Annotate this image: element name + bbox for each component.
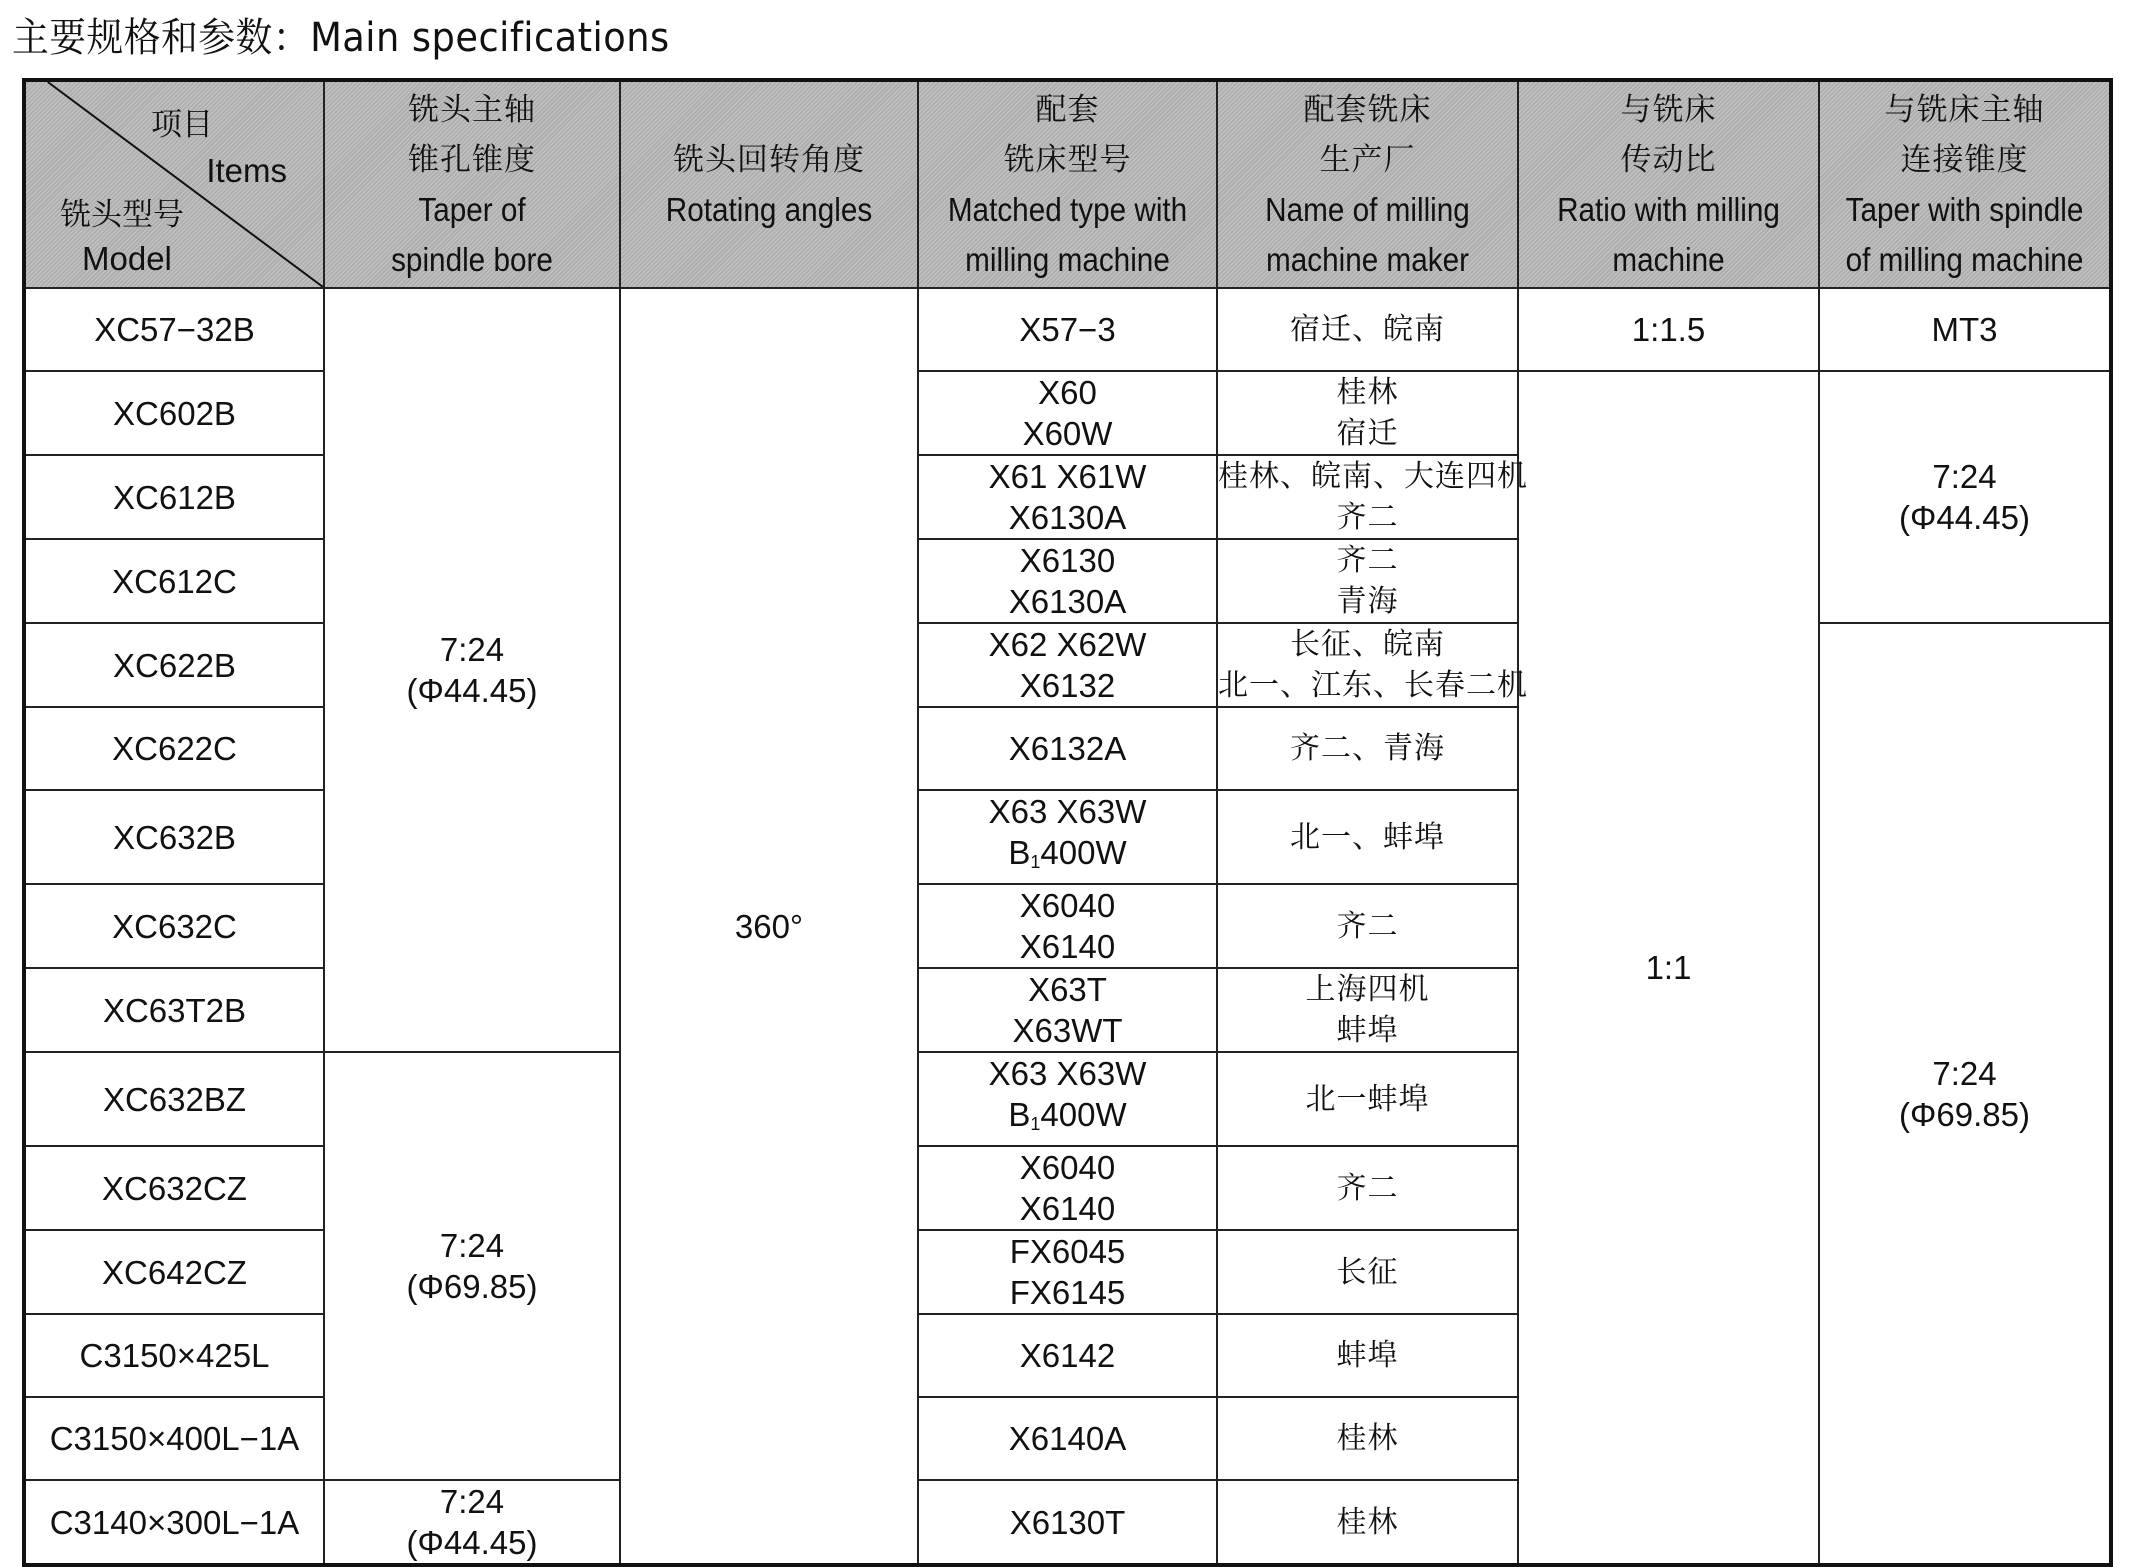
matched-type-cell [918,1480,1217,1565]
taper-value: (Φ44.45) [406,672,538,709]
model-cell: XC612C [24,539,324,623]
header-model-en: Model [82,240,172,277]
matched-type-value: X6142 [1019,1337,1116,1374]
taper-value: 7:24 [439,631,505,668]
matched-type-value: X6140 [1019,1190,1116,1227]
header-text: Ratio with milling [1557,190,1780,228]
spindle-bore-taper-cell [324,288,620,1052]
header-text: 锥孔锥度 [408,141,536,178]
maker-value: 齐二 [1336,908,1399,944]
table-row [24,288,2111,371]
header-text: Rotating angles [665,190,873,228]
matched-type-value: FX6045 [1009,1233,1126,1270]
spindle-taper-cell [1819,623,2111,1565]
matched-type-cell [918,1052,1217,1146]
matched-type-value: X63WT [1012,1012,1123,1049]
matched-type-cell [918,288,1217,371]
maker-cell [1217,455,1528,539]
maker-cell [1217,1480,1518,1565]
header-text: machine maker [1265,240,1470,278]
model-cell: XC602B [24,371,324,455]
model-cell: XC632CZ [24,1146,324,1230]
maker-value: 上海四机 [1305,972,1430,1007]
model-cell: XC612B [24,455,324,539]
maker-value: 齐二、青海 [1290,731,1445,766]
header-items-cn: 项目 [151,107,213,143]
header-spindle-bore [324,80,620,288]
maker-cell [1217,1052,1518,1146]
header-text: 铣头回转角度 [673,141,865,178]
maker-cell [1217,539,1518,623]
matched-type-value: X6040 [1019,1149,1116,1186]
model-cell: XC622B [24,623,324,707]
maker-value: 桂林、皖南、大连四机 [1218,459,1528,494]
taper-value: 7:24 [439,1227,505,1264]
spindle-taper-cell [1819,371,2111,623]
matched-type-cell [918,1397,1217,1480]
matched-type-value: $B_1400W$ [1008,834,1127,872]
matched-type-value: X57−3 [1019,311,1116,348]
header-text: Taper of [418,190,526,228]
taper-value: (Φ44.45) [1899,499,2030,536]
header-text: 与铣床 [1620,91,1717,128]
matched-type-cell [918,790,1217,884]
matched-type-cell [918,1314,1217,1397]
maker-value: 宿迁、皖南 [1290,312,1445,347]
maker-cell [1217,1314,1518,1397]
maker-value: 北一、江东、长春二机 [1218,668,1528,703]
taper-value: MT3 [1931,311,1998,348]
maker-value: 齐二 [1336,1170,1399,1206]
model-cell: C3140×300L−1A [24,1480,324,1565]
header-corner-cell [24,80,324,288]
page-title: 主要规格和参数：Main specifications [12,15,670,61]
taper-value: 7:24 [439,1483,505,1520]
header-text: Name of milling [1265,190,1470,228]
matched-type-value: X6140A [1008,1420,1127,1457]
maker-value: 北一蚌埠 [1305,1081,1430,1117]
header-text: Taper with spindle [1845,190,2084,228]
matched-type-cell [918,371,1217,455]
maker-value: 北一、蚌埠 [1290,819,1445,855]
maker-value: 齐二 [1336,543,1399,578]
model-cell: C3150×425L [24,1314,324,1397]
matched-type-value: X6130A [1008,499,1127,536]
taper-value: (Φ69.85) [406,1268,538,1305]
taper-value: 7:24 [1932,1054,1997,1092]
model-cell: XC632BZ [24,1052,324,1146]
matched-type-value: X60W [1022,415,1113,452]
model-cell: XC57−32B [24,288,324,371]
model-cell: XC63T2B [24,968,324,1052]
matched-type-cell [918,623,1217,707]
spindle-bore-taper-cell [324,1052,620,1480]
header-row [24,80,2111,288]
maker-cell [1217,1146,1518,1230]
header-text: 配套铣床 [1303,91,1432,128]
maker-value: 桂林 [1336,375,1399,410]
maker-value: 长征 [1336,1254,1399,1290]
matched-type-value: X6040 [1019,887,1116,924]
header-text: 铣头主轴 [408,91,536,128]
matched-type-value: $B_1400W$ [1008,1096,1127,1134]
maker-value: 青海 [1336,584,1399,619]
model-cell: XC642CZ [24,1230,324,1314]
matched-type-cell [918,884,1217,968]
header-model-cn: 铣头型号 [60,197,184,233]
matched-type-value: X6130T [1009,1503,1126,1541]
header-text: 配套 [1035,91,1100,128]
maker-value: 长征、皖南 [1290,627,1445,662]
maker-cell [1217,1397,1518,1480]
header-text: machine [1612,240,1725,278]
maker-value: 桂林 [1336,1504,1399,1540]
taper-value: (Φ44.45) [406,1524,538,1561]
matched-type-cell [918,707,1217,790]
header-matched-type [918,80,1217,288]
header-text: of milling machine [1845,240,2084,278]
model-cell: XC632B [24,790,324,884]
model-cell: XC632C [24,884,324,968]
header-text: 与铣床主轴 [1884,91,2045,128]
matched-type-value: X6130 [1019,542,1116,579]
header-text: Matched type with [947,190,1188,228]
model-cell: XC622C [24,707,324,790]
maker-cell [1217,968,1518,1052]
matched-type-value: X6130A [1008,583,1127,620]
header-text: 传动比 [1620,141,1717,178]
header-text: 生产厂 [1319,141,1416,178]
maker-cell [1217,371,1518,455]
header-spindle-taper [1819,80,2111,288]
matched-type-cell [918,1146,1217,1230]
maker-cell [1217,623,1528,707]
matched-type-value: X62 X62W [988,626,1147,663]
header-text: 连接锥度 [1900,141,2029,178]
maker-value: 蚌埠 [1336,1338,1399,1373]
header-text: milling machine [965,240,1170,278]
maker-value: 蚌埠 [1336,1013,1399,1048]
maker-cell [1217,790,1518,884]
maker-value: 齐二 [1336,500,1399,535]
ratio-cell: 1:1.5 [1518,288,1819,371]
matched-type-value: X6132 [1019,667,1116,704]
matched-type-value: X6140 [1019,928,1116,965]
table-body [24,288,2111,1565]
maker-value: 桂林 [1336,1421,1399,1456]
taper-value: 7:24 [1932,458,1997,495]
header-items-en: Items [206,152,287,189]
maker-cell [1217,884,1518,968]
header-rotating-angles [620,80,918,288]
matched-type-cell [918,968,1217,1052]
matched-type-value: X61 X61W [988,458,1147,495]
specifications-table [22,78,2113,1567]
maker-cell [1217,288,1518,371]
matched-type-value: X63T [1028,971,1107,1008]
matched-type-value: X63 X63W [988,793,1147,830]
spindle-taper-cell [1819,288,2111,371]
maker-value: 宿迁 [1336,416,1399,451]
model-cell: C3150×400L−1A [24,1397,324,1480]
maker-cell [1217,707,1518,790]
rotating-angle-cell: 360° [620,288,918,1565]
header-text: spindle bore [391,240,553,278]
header-text: 铣床型号 [1003,141,1132,178]
matched-type-value: X60 [1038,374,1097,411]
spindle-bore-taper-cell [324,1480,620,1565]
header-ratio [1518,80,1819,288]
matched-type-cell [918,1230,1217,1314]
ratio-cell: 1:1 [1518,371,1819,1565]
matched-type-value: X6132A [1008,730,1127,767]
matched-type-cell [918,455,1217,539]
matched-type-value: X63 X63W [988,1055,1147,1092]
taper-value: (Φ69.85) [1899,1095,2030,1133]
header-maker [1217,80,1518,288]
maker-cell [1217,1230,1518,1314]
matched-type-value: FX6145 [1009,1274,1126,1311]
matched-type-cell [918,539,1217,623]
